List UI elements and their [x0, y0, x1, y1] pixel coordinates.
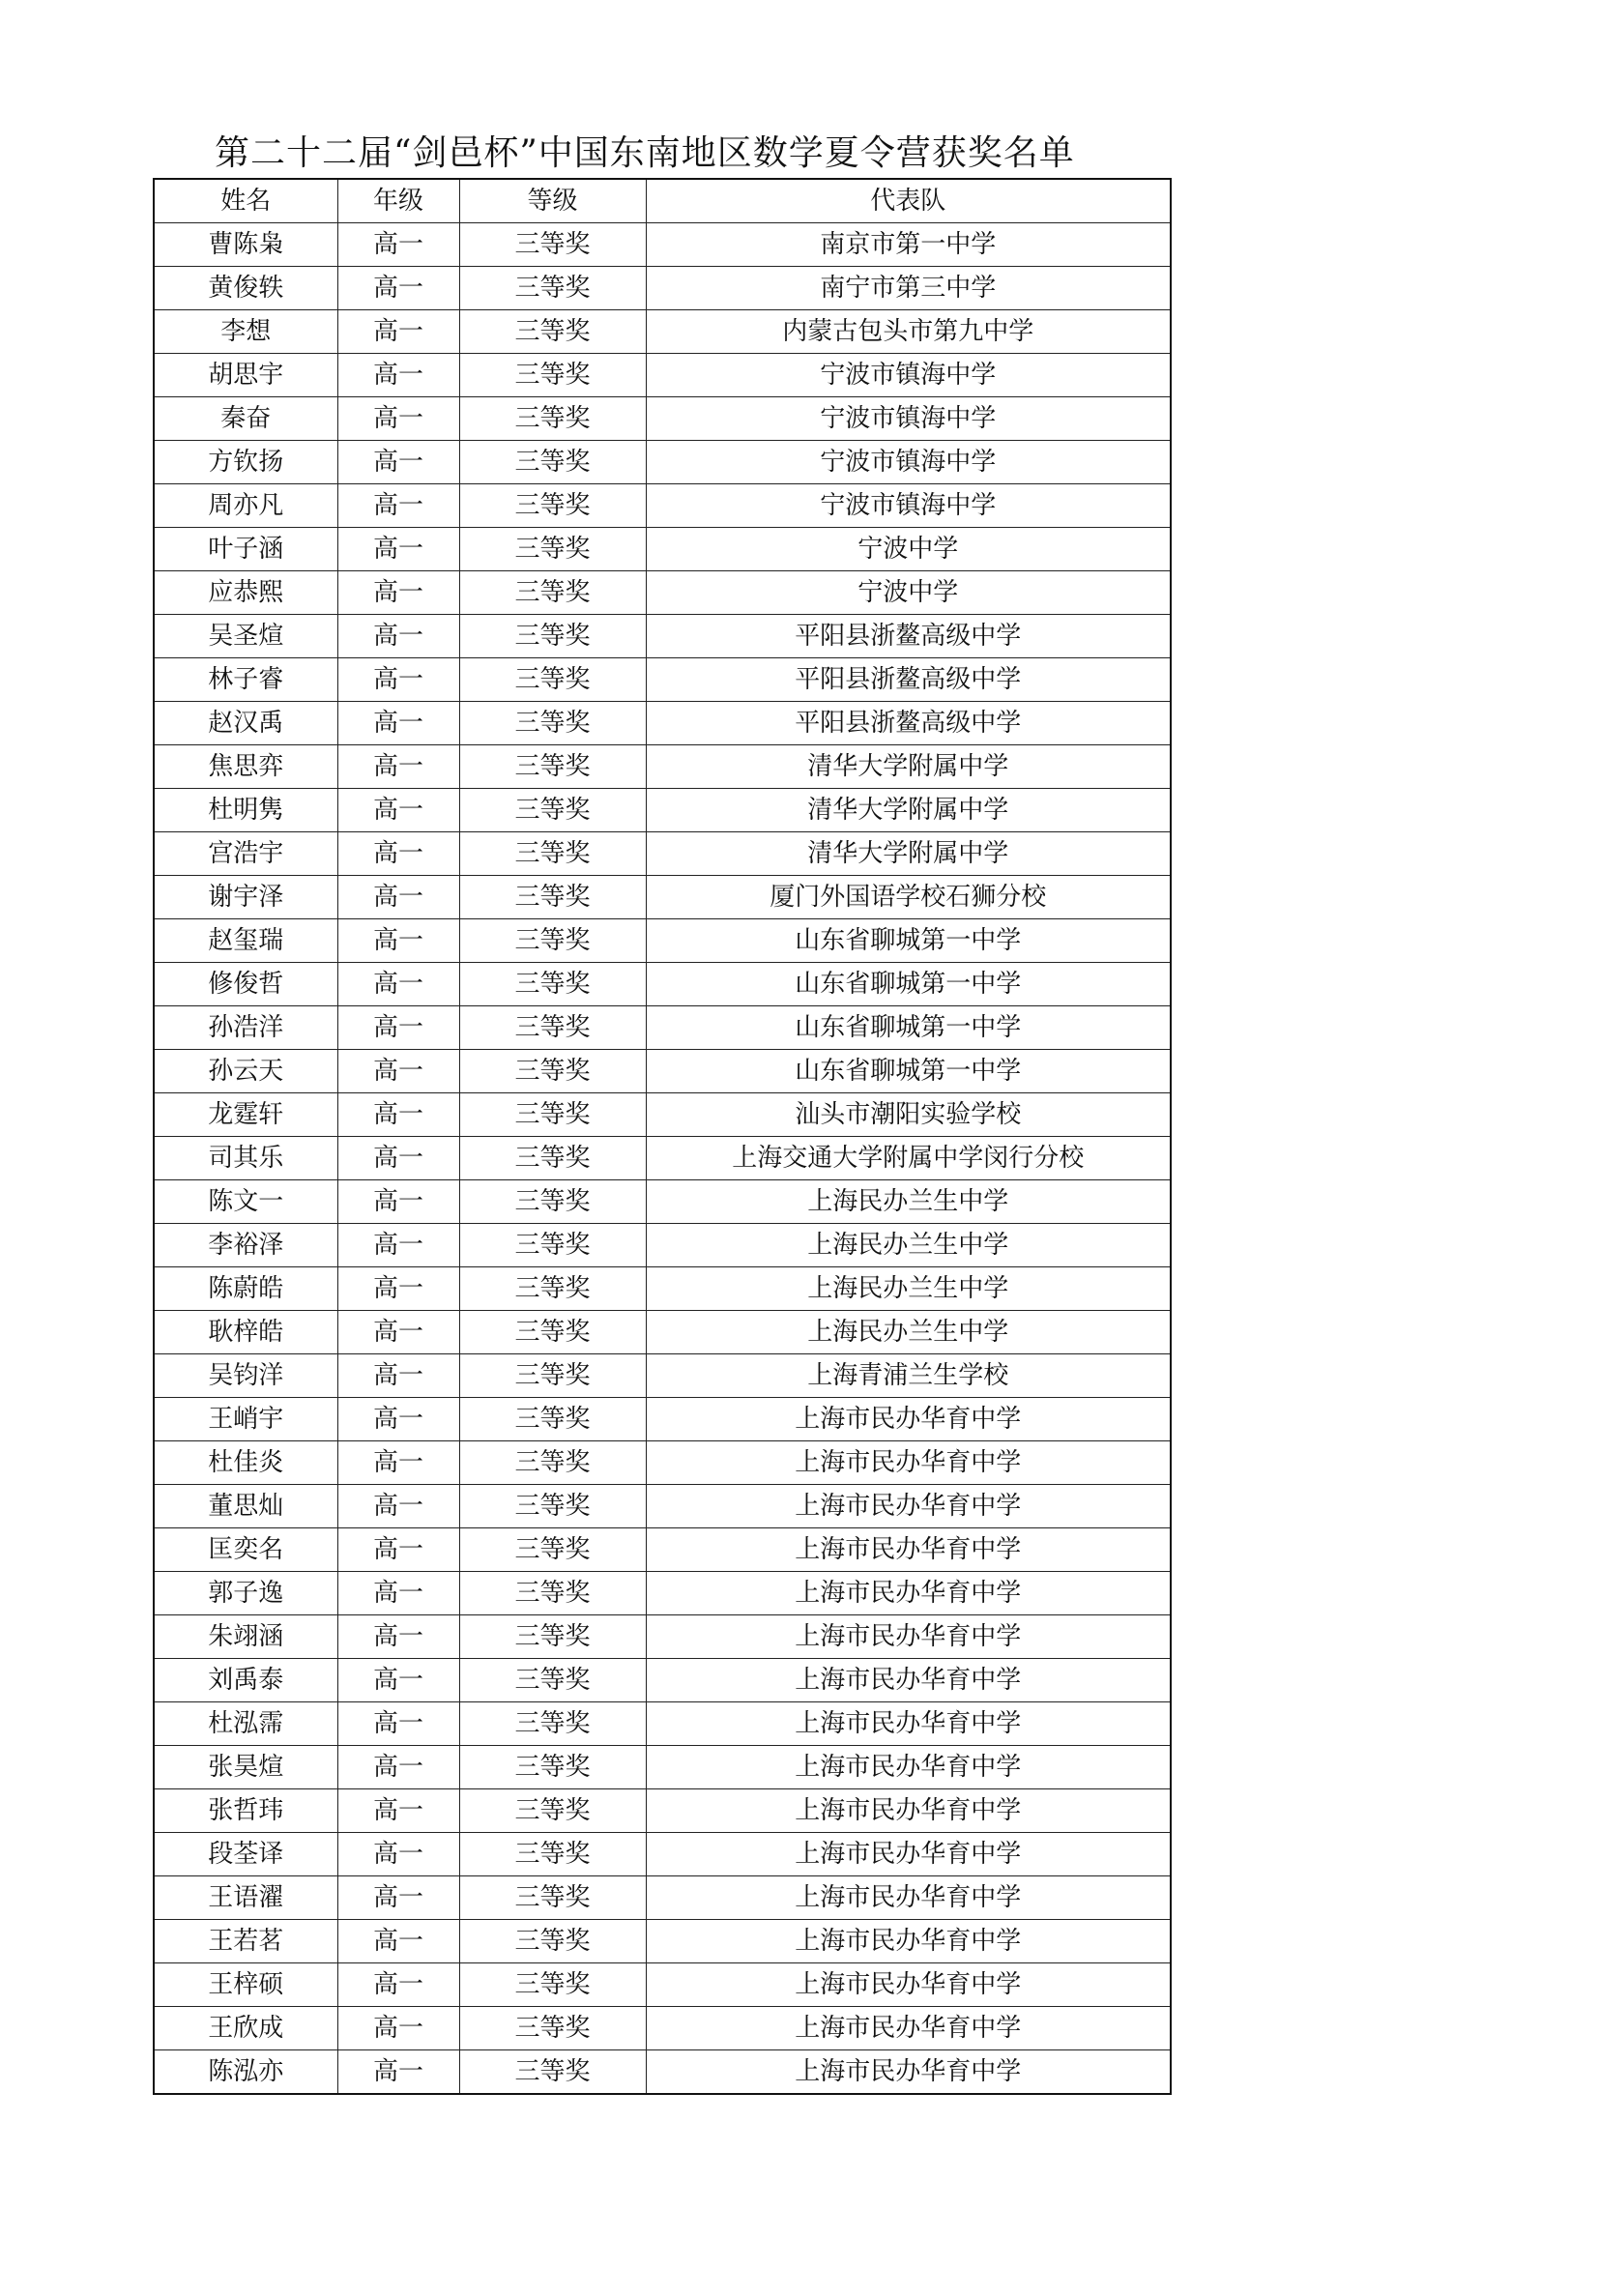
- cell-level: 三等奖: [459, 1093, 646, 1137]
- cell-grade: 高一: [337, 702, 459, 745]
- cell-team: 清华大学附属中学: [646, 745, 1171, 789]
- cell-level: 三等奖: [459, 1354, 646, 1398]
- cell-level: 三等奖: [459, 397, 646, 441]
- cell-grade: 高一: [337, 745, 459, 789]
- cell-level: 三等奖: [459, 484, 646, 528]
- cell-team: 内蒙古包头市第九中学: [646, 310, 1171, 354]
- cell-name: 宫浩宇: [154, 832, 337, 876]
- cell-team: 上海市民办华育中学: [646, 1789, 1171, 1833]
- cell-team: 上海民办兰生中学: [646, 1224, 1171, 1267]
- cell-team: 上海市民办华育中学: [646, 1659, 1171, 1702]
- cell-level: 三等奖: [459, 1963, 646, 2007]
- cell-name: 张哲玮: [154, 1789, 337, 1833]
- cell-level: 三等奖: [459, 1180, 646, 1224]
- cell-name: 王梓硕: [154, 1963, 337, 2007]
- cell-name: 曹陈枭: [154, 223, 337, 267]
- cell-name: 周亦凡: [154, 484, 337, 528]
- table-row: [154, 1920, 1171, 1963]
- cell-grade: 高一: [337, 1659, 459, 1702]
- table-body: [154, 223, 1171, 2095]
- cell-level: 三等奖: [459, 1267, 646, 1311]
- table-row: [154, 919, 1171, 963]
- cell-level: 三等奖: [459, 1876, 646, 1920]
- table-row: [154, 1789, 1171, 1833]
- table-row: [154, 1311, 1171, 1354]
- cell-grade: 高一: [337, 1528, 459, 1572]
- cell-team: 上海市民办华育中学: [646, 1920, 1171, 1963]
- header-name: 姓名: [154, 179, 337, 223]
- cell-team: 清华大学附属中学: [646, 789, 1171, 832]
- cell-name: 焦思弈: [154, 745, 337, 789]
- cell-level: 三等奖: [459, 267, 646, 310]
- cell-level: 三等奖: [459, 571, 646, 615]
- cell-team: 宁波中学: [646, 571, 1171, 615]
- cell-level: 三等奖: [459, 963, 646, 1006]
- cell-name: 董思灿: [154, 1485, 337, 1528]
- cell-grade: 高一: [337, 615, 459, 658]
- table-row: [154, 876, 1171, 919]
- cell-name: 赵汉禹: [154, 702, 337, 745]
- cell-team: 山东省聊城第一中学: [646, 963, 1171, 1006]
- cell-level: 三等奖: [459, 1615, 646, 1659]
- table-row: [154, 1267, 1171, 1311]
- cell-grade: 高一: [337, 2050, 459, 2095]
- cell-grade: 高一: [337, 1876, 459, 1920]
- table-row: [154, 2050, 1171, 2095]
- cell-level: 三等奖: [459, 310, 646, 354]
- header-level: 等级: [459, 179, 646, 223]
- table-row: [154, 1137, 1171, 1180]
- cell-grade: 高一: [337, 1746, 459, 1789]
- cell-team: 平阳县浙鳌高级中学: [646, 702, 1171, 745]
- table-row: [154, 1615, 1171, 1659]
- cell-name: 吴钧洋: [154, 1354, 337, 1398]
- cell-grade: 高一: [337, 963, 459, 1006]
- cell-team: 山东省聊城第一中学: [646, 1050, 1171, 1093]
- cell-name: 陈蔚皓: [154, 1267, 337, 1311]
- cell-grade: 高一: [337, 1050, 459, 1093]
- cell-grade: 高一: [337, 2007, 459, 2050]
- cell-team: 上海市民办华育中学: [646, 2007, 1171, 2050]
- cell-team: 上海市民办华育中学: [646, 1398, 1171, 1441]
- cell-name: 张昊煊: [154, 1746, 337, 1789]
- header-row: [154, 179, 1171, 223]
- cell-team: 上海市民办华育中学: [646, 1441, 1171, 1485]
- table-row: [154, 615, 1171, 658]
- cell-name: 匡奕名: [154, 1528, 337, 1572]
- cell-team: 上海民办兰生中学: [646, 1311, 1171, 1354]
- cell-name: 杜明隽: [154, 789, 337, 832]
- cell-name: 方钦扬: [154, 441, 337, 484]
- table-row: [154, 223, 1171, 267]
- cell-name: 修俊哲: [154, 963, 337, 1006]
- cell-grade: 高一: [337, 919, 459, 963]
- cell-level: 三等奖: [459, 354, 646, 397]
- cell-grade: 高一: [337, 1006, 459, 1050]
- cell-grade: 高一: [337, 1789, 459, 1833]
- table-row: [154, 354, 1171, 397]
- cell-team: 南京市第一中学: [646, 223, 1171, 267]
- cell-name: 刘禹泰: [154, 1659, 337, 1702]
- cell-level: 三等奖: [459, 528, 646, 571]
- cell-name: 王语濯: [154, 1876, 337, 1920]
- table-row: [154, 1572, 1171, 1615]
- cell-grade: 高一: [337, 1615, 459, 1659]
- table-row: [154, 1398, 1171, 1441]
- cell-team: 上海市民办华育中学: [646, 1528, 1171, 1572]
- cell-team: 宁波中学: [646, 528, 1171, 571]
- cell-name: 郭子逸: [154, 1572, 337, 1615]
- cell-grade: 高一: [337, 1093, 459, 1137]
- cell-level: 三等奖: [459, 789, 646, 832]
- cell-name: 谢宇泽: [154, 876, 337, 919]
- cell-name: 孙云天: [154, 1050, 337, 1093]
- table-row: [154, 1050, 1171, 1093]
- table-row: [154, 397, 1171, 441]
- cell-grade: 高一: [337, 1311, 459, 1354]
- cell-team: 上海市民办华育中学: [646, 1876, 1171, 1920]
- cell-team: 上海市民办华育中学: [646, 1702, 1171, 1746]
- cell-team: 平阳县浙鳌高级中学: [646, 615, 1171, 658]
- cell-name: 杜佳炎: [154, 1441, 337, 1485]
- cell-team: 厦门外国语学校石狮分校: [646, 876, 1171, 919]
- cell-name: 胡思宇: [154, 354, 337, 397]
- cell-name: 耿梓皓: [154, 1311, 337, 1354]
- cell-team: 上海市民办华育中学: [646, 2050, 1171, 2095]
- cell-grade: 高一: [337, 1441, 459, 1485]
- table-row: [154, 484, 1171, 528]
- cell-grade: 高一: [337, 310, 459, 354]
- cell-team: 宁波市镇海中学: [646, 484, 1171, 528]
- cell-name: 李裕泽: [154, 1224, 337, 1267]
- cell-team: 上海交通大学附属中学闵行分校: [646, 1137, 1171, 1180]
- cell-level: 三等奖: [459, 441, 646, 484]
- cell-level: 三等奖: [459, 745, 646, 789]
- cell-team: 南宁市第三中学: [646, 267, 1171, 310]
- cell-level: 三等奖: [459, 1224, 646, 1267]
- cell-grade: 高一: [337, 1702, 459, 1746]
- table-header: [154, 179, 1171, 223]
- cell-grade: 高一: [337, 1572, 459, 1615]
- table-row: [154, 571, 1171, 615]
- cell-name: 叶子涵: [154, 528, 337, 571]
- cell-name: 林子睿: [154, 658, 337, 702]
- cell-team: 上海市民办华育中学: [646, 1746, 1171, 1789]
- cell-grade: 高一: [337, 789, 459, 832]
- cell-name: 陈泓亦: [154, 2050, 337, 2095]
- cell-grade: 高一: [337, 354, 459, 397]
- cell-grade: 高一: [337, 1963, 459, 2007]
- cell-level: 三等奖: [459, 1050, 646, 1093]
- cell-grade: 高一: [337, 441, 459, 484]
- cell-level: 三等奖: [459, 1833, 646, 1876]
- cell-name: 陈文一: [154, 1180, 337, 1224]
- table-row: [154, 1441, 1171, 1485]
- table-row: [154, 267, 1171, 310]
- cell-grade: 高一: [337, 1485, 459, 1528]
- cell-team: 平阳县浙鳌高级中学: [646, 658, 1171, 702]
- cell-name: 秦奋: [154, 397, 337, 441]
- table-row: [154, 1833, 1171, 1876]
- cell-level: 三等奖: [459, 702, 646, 745]
- cell-team: 山东省聊城第一中学: [646, 919, 1171, 963]
- cell-team: 上海市民办华育中学: [646, 1833, 1171, 1876]
- cell-name: 王若茗: [154, 1920, 337, 1963]
- table-row: [154, 658, 1171, 702]
- cell-team: 上海民办兰生中学: [646, 1267, 1171, 1311]
- cell-grade: 高一: [337, 658, 459, 702]
- table-row: [154, 1485, 1171, 1528]
- award-table: [153, 178, 1172, 2095]
- cell-team: 上海民办兰生中学: [646, 1180, 1171, 1224]
- cell-level: 三等奖: [459, 1789, 646, 1833]
- cell-grade: 高一: [337, 1354, 459, 1398]
- table-row: [154, 441, 1171, 484]
- cell-team: 上海市民办华育中学: [646, 1485, 1171, 1528]
- cell-grade: 高一: [337, 832, 459, 876]
- cell-name: 黄俊轶: [154, 267, 337, 310]
- cell-level: 三等奖: [459, 1528, 646, 1572]
- cell-team: 宁波市镇海中学: [646, 441, 1171, 484]
- table-row: [154, 1528, 1171, 1572]
- cell-level: 三等奖: [459, 1006, 646, 1050]
- table-row: [154, 1180, 1171, 1224]
- cell-team: 汕头市潮阳实验学校: [646, 1093, 1171, 1137]
- table-row: [154, 1006, 1171, 1050]
- cell-team: 上海青浦兰生学校: [646, 1354, 1171, 1398]
- cell-team: 宁波市镇海中学: [646, 354, 1171, 397]
- cell-name: 孙浩洋: [154, 1006, 337, 1050]
- cell-team: 山东省聊城第一中学: [646, 1006, 1171, 1050]
- cell-level: 三等奖: [459, 919, 646, 963]
- cell-name: 王峭宇: [154, 1398, 337, 1441]
- cell-level: 三等奖: [459, 832, 646, 876]
- table-row: [154, 789, 1171, 832]
- cell-name: 王欣成: [154, 2007, 337, 2050]
- cell-level: 三等奖: [459, 1572, 646, 1615]
- cell-grade: 高一: [337, 1267, 459, 1311]
- cell-level: 三等奖: [459, 1659, 646, 1702]
- table-row: [154, 310, 1171, 354]
- cell-level: 三等奖: [459, 1398, 646, 1441]
- cell-level: 三等奖: [459, 1920, 646, 1963]
- cell-level: 三等奖: [459, 615, 646, 658]
- table-row: [154, 745, 1171, 789]
- cell-grade: 高一: [337, 397, 459, 441]
- table-row: [154, 2007, 1171, 2050]
- cell-grade: 高一: [337, 1833, 459, 1876]
- cell-grade: 高一: [337, 571, 459, 615]
- table-row: [154, 1702, 1171, 1746]
- cell-name: 应恭熙: [154, 571, 337, 615]
- cell-level: 三等奖: [459, 2050, 646, 2095]
- cell-grade: 高一: [337, 876, 459, 919]
- table-row: [154, 1659, 1171, 1702]
- cell-level: 三等奖: [459, 1485, 646, 1528]
- cell-name: 朱翊涵: [154, 1615, 337, 1659]
- cell-grade: 高一: [337, 223, 459, 267]
- cell-grade: 高一: [337, 528, 459, 571]
- cell-level: 三等奖: [459, 1311, 646, 1354]
- cell-team: 宁波市镇海中学: [646, 397, 1171, 441]
- cell-grade: 高一: [337, 1137, 459, 1180]
- table-row: [154, 1093, 1171, 1137]
- header-team: 代表队: [646, 179, 1171, 223]
- cell-name: 赵玺瑞: [154, 919, 337, 963]
- cell-grade: 高一: [337, 1180, 459, 1224]
- cell-name: 司其乐: [154, 1137, 337, 1180]
- cell-level: 三等奖: [459, 223, 646, 267]
- cell-level: 三等奖: [459, 1746, 646, 1789]
- cell-grade: 高一: [337, 484, 459, 528]
- cell-name: 杜泓霈: [154, 1702, 337, 1746]
- cell-level: 三等奖: [459, 658, 646, 702]
- cell-grade: 高一: [337, 1224, 459, 1267]
- cell-level: 三等奖: [459, 1137, 646, 1180]
- cell-level: 三等奖: [459, 876, 646, 919]
- table-row: [154, 1963, 1171, 2007]
- table-row: [154, 1354, 1171, 1398]
- cell-grade: 高一: [337, 267, 459, 310]
- cell-team: 上海市民办华育中学: [646, 1572, 1171, 1615]
- cell-name: 龙霆轩: [154, 1093, 337, 1137]
- document-title: 第二十二届“剑邑杯”中国东南地区数学夏令营获奖名单: [215, 133, 1075, 173]
- table-row: [154, 1746, 1171, 1789]
- table-row: [154, 1224, 1171, 1267]
- table-row: [154, 1876, 1171, 1920]
- cell-team: 上海市民办华育中学: [646, 1615, 1171, 1659]
- cell-name: 段荃译: [154, 1833, 337, 1876]
- cell-name: 李想: [154, 310, 337, 354]
- cell-name: 吴圣煊: [154, 615, 337, 658]
- cell-level: 三等奖: [459, 1702, 646, 1746]
- cell-grade: 高一: [337, 1398, 459, 1441]
- cell-grade: 高一: [337, 1920, 459, 1963]
- table-row: [154, 702, 1171, 745]
- header-grade: 年级: [337, 179, 459, 223]
- table-row: [154, 832, 1171, 876]
- table-row: [154, 528, 1171, 571]
- cell-team: 上海市民办华育中学: [646, 1963, 1171, 2007]
- cell-team: 清华大学附属中学: [646, 832, 1171, 876]
- table-row: [154, 963, 1171, 1006]
- cell-level: 三等奖: [459, 2007, 646, 2050]
- cell-level: 三等奖: [459, 1441, 646, 1485]
